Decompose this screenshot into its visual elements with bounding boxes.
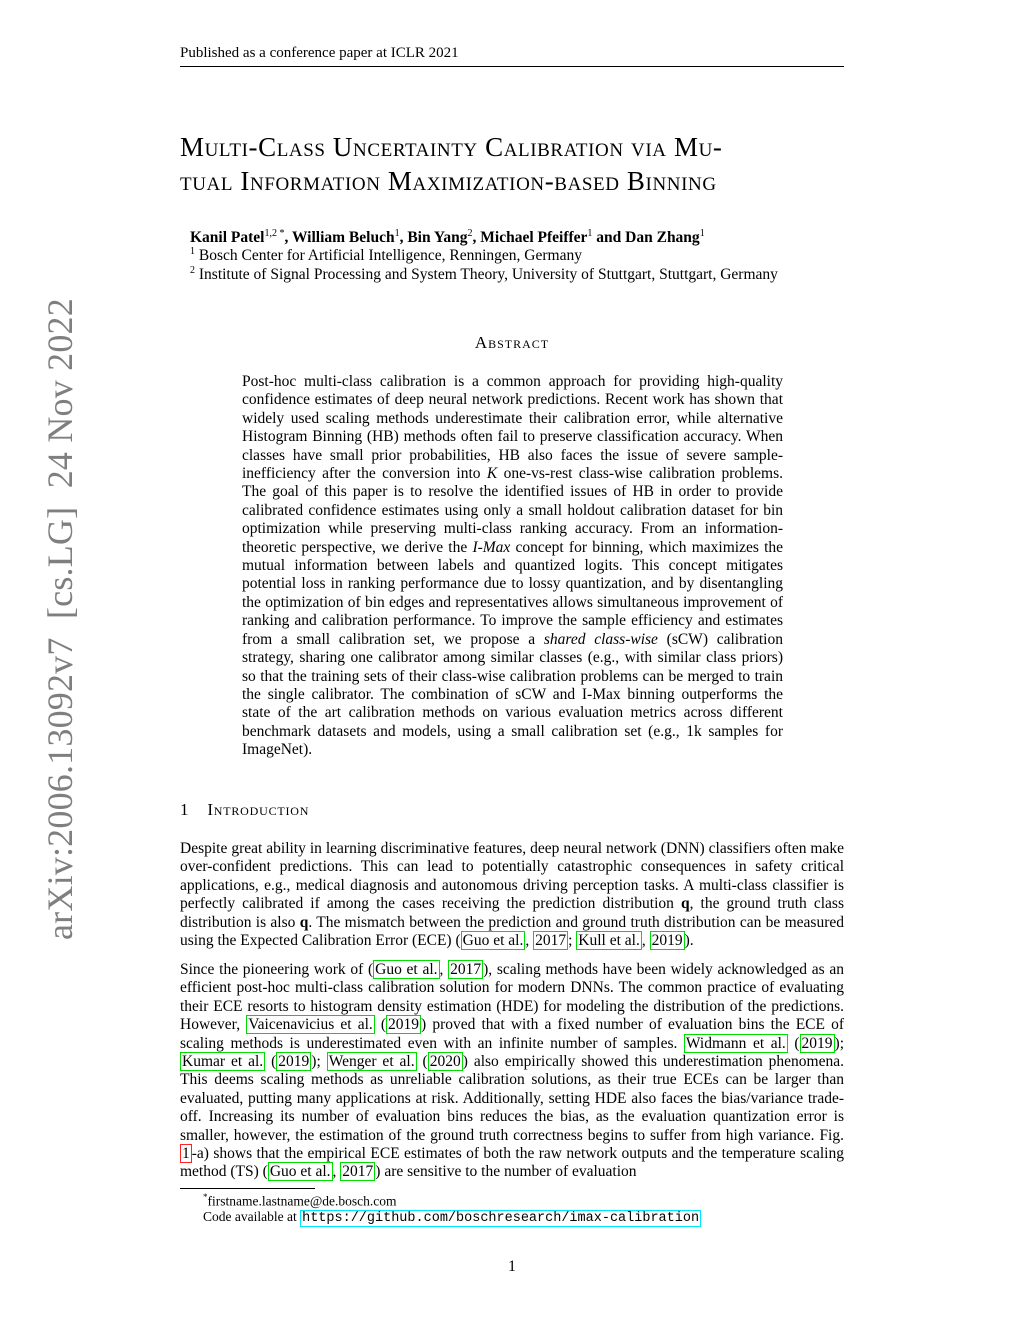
author-affil-mark: 1 xyxy=(394,228,400,239)
citation-link[interactable]: Kumar et al. xyxy=(182,1053,264,1071)
citation-link[interactable]: Guo et al. xyxy=(269,1163,331,1181)
title-line-1: Multi-Class Uncertainty Calibration via Mu- xyxy=(180,132,723,162)
footnote-email-text: firstname.lastname@de.bosch.com xyxy=(207,1193,397,1209)
abstract-text: concept for binning, which maximizes the mutual information between labels and quantized logits. This concept mitigates potential loss in ranking performance due to lossy quantization, and by disentangling the optimization of bin edges and representatives allows simultaneous improvement of ranking and calibration performance. To improve the sample efficiency and estimates from a small calibration set, we propose a xyxy=(242,538,784,648)
citation-link[interactable]: 2017 xyxy=(450,961,482,978)
running-header: Published as a conference paper at ICLR 2021 xyxy=(180,45,459,61)
affiliation-mark: 2 xyxy=(190,265,195,276)
arxiv-id: arXiv:2006.13092v7 [cs.LG] 24 Nov 2022 xyxy=(40,298,80,940)
author-affil-mark: 1 xyxy=(587,228,593,239)
citation-link[interactable]: Guo et al. xyxy=(462,932,524,950)
body-text: , xyxy=(525,932,534,950)
body-text: ) also empirically showed this underestimation phenomena. This deems scaling methods as unreliable calibration solutions, as their true ECEs can be larger than evaluated, putting many applications at risk. Additionally, setting HDE also faces the bias/variance trade-off. Increasing its number of evaluation bins reduces the bias, as the evaluation quantization error is smaller, however, the estimation of the ground truth correctness begins to suffer from high variance. Fig. xyxy=(180,1053,844,1144)
affiliation-text: Bosch Center for Artificial Intelligence, Renningen, Germany xyxy=(198,247,582,265)
section-title: Introduction xyxy=(207,800,310,819)
intro-paragraph-1 xyxy=(180,840,844,950)
section-number: 1 xyxy=(180,800,190,819)
body-text: , xyxy=(332,1163,341,1181)
page-number: 1 xyxy=(508,1258,516,1275)
body-text: ( xyxy=(416,1053,428,1071)
citation-link[interactable]: Kull et al. xyxy=(578,932,640,950)
body-text: ), scaling methods have been widely acknowledged as an efficient post-hoc multi-class calibration solution for modern DNNs. The common practice of evaluating their ECE resorts to histogram density estimation (HDE) for modeling the distribution of the predictions. However, xyxy=(180,961,844,1034)
footnote-mark: * xyxy=(203,1192,208,1202)
author-name: , Bin Yang xyxy=(399,229,468,247)
body-text: ( xyxy=(787,1034,800,1052)
footnote-rule xyxy=(180,1188,315,1189)
abstract-heading: Abstract xyxy=(474,333,550,352)
emphasis-imax: I-Max xyxy=(472,538,511,556)
body-text: Despite great ability in learning discriminative features, deep neural network (DNN) classifiers often make over-confident predictions. This can lead to potentially catastrophic consequences in safety critical applications, e.g., medical diagnosis and autonomous driving perception tasks. A multi-class classifier is perfectly calibrated if among the cases receiving the prediction distribution xyxy=(180,840,844,913)
body-text: ) are sensitive to the number of evaluation xyxy=(375,1163,637,1181)
citation-link[interactable]: 2019 xyxy=(651,932,683,950)
citation-link[interactable]: 2019 xyxy=(801,1034,833,1052)
citation-link[interactable]: 2017 xyxy=(535,932,567,950)
body-text: , xyxy=(641,932,650,950)
affiliation-2 xyxy=(190,265,778,284)
citation-link[interactable]: Widmann et al. xyxy=(685,1034,786,1052)
footnote-code-text: Code available at xyxy=(203,1209,301,1224)
emphasis-scw: shared class-wise xyxy=(543,630,658,648)
intro-paragraph-2 xyxy=(180,961,844,1182)
body-text: ); xyxy=(834,1034,844,1052)
body-text: -a) shows that the empirical ECE estimates of both the raw network outputs and the temperature scaling method (TS) ( xyxy=(180,1145,844,1181)
abstract-body xyxy=(242,373,783,760)
math-k: K xyxy=(486,465,498,483)
citation-link[interactable]: Guo et al. xyxy=(375,961,438,978)
abstract-text: one-vs-rest class-wise calibration problems. The goal of this paper is to resolve the identified issues of HB in order to provide calibrated confidence estimates using only a small holdout calibration dataset for bin optimization while preserving multi-class ranking accuracy. From an information-theoretic perspective, we derive the xyxy=(242,465,784,556)
body-text: ( xyxy=(265,1053,277,1071)
body-text: ). xyxy=(684,932,694,950)
section-heading xyxy=(180,800,309,820)
affiliation-mark: 1 xyxy=(190,246,195,257)
title-line-2: tual Information Maximization-based Binning xyxy=(180,166,717,196)
body-text: . The mismatch between the prediction and ground truth distribution can be measured using the Expected Calibration Error (ECE) ( xyxy=(180,913,844,950)
code-url-link[interactable]: https://github.com/boschresearch/imax-calibration xyxy=(302,1211,700,1226)
abstract-text: (sCW) calibration strategy, sharing one calibrator among similar classes (e.g., with similar class priors) so that the training sets of their class-wise calibration problems can be merged to train the single calibrator. The combination of sCW and I-Max binning outperforms the state of the art calibration methods on various evaluation metrics across different benchmark datasets and models, using a small calibration set (e.g., 1k samples for ImageNet). xyxy=(242,630,783,759)
author-affil-mark: 2 xyxy=(467,228,473,239)
footnote-email xyxy=(203,1192,397,1210)
author-name: Kanil Patel xyxy=(190,229,265,247)
figure-ref-link[interactable]: 1 xyxy=(182,1145,190,1163)
author-footnote-mark: * xyxy=(276,228,285,239)
abstract-text: Post-hoc multi-class calibration is a common approach for providing high-quality confidence estimates of deep neural network predictions. Recent work has shown that widely used scaling methods underestimate their calibration error, while alternative Histogram Binning (HB) methods often fail to preserve classification accuracy. When classes have small prior probabilities, HB also faces the issue of severe sample-inefficiency after the conversion into xyxy=(242,373,783,483)
body-text: ) proved that with a fixed number of evaluation bins the ECE of scaling methods is underestimated even with an infinite number of samples. xyxy=(180,1016,844,1052)
footnote-code xyxy=(203,1209,701,1226)
author-name: , Michael Pfeiffer xyxy=(472,229,588,247)
body-text: ( xyxy=(374,1016,387,1034)
affiliation-1 xyxy=(190,246,582,265)
citation-link[interactable]: Wenger et al. xyxy=(328,1053,415,1071)
citation-link[interactable]: Vaicenavicius et al. xyxy=(248,1016,373,1034)
affiliation-text: Institute of Signal Processing and System Theory, University of Stuttgart, Stuttgart, Germany xyxy=(198,266,778,284)
author-affil-mark: 1,2 xyxy=(264,228,277,239)
author-list xyxy=(190,228,705,247)
author-name: and Dan Zhang xyxy=(592,229,700,247)
citation-link[interactable]: 2020 xyxy=(429,1053,461,1071)
math-q: q xyxy=(299,913,309,931)
author-affil-mark: 1 xyxy=(699,228,705,239)
citation-link[interactable]: 2019 xyxy=(388,1016,420,1034)
citation-link[interactable]: 2019 xyxy=(278,1053,310,1071)
body-text: , xyxy=(439,961,449,978)
paper-title xyxy=(180,130,860,198)
body-text: Since the pioneering work of ( xyxy=(180,961,374,978)
header-rule xyxy=(180,66,844,67)
body-text: ; xyxy=(568,932,577,950)
math-q: q xyxy=(681,895,690,913)
citation-link[interactable]: 2017 xyxy=(342,1163,374,1181)
body-text: , the ground truth class distribution is also xyxy=(180,895,844,931)
body-text: ); xyxy=(311,1053,327,1071)
author-name: , William Beluch xyxy=(284,229,395,247)
